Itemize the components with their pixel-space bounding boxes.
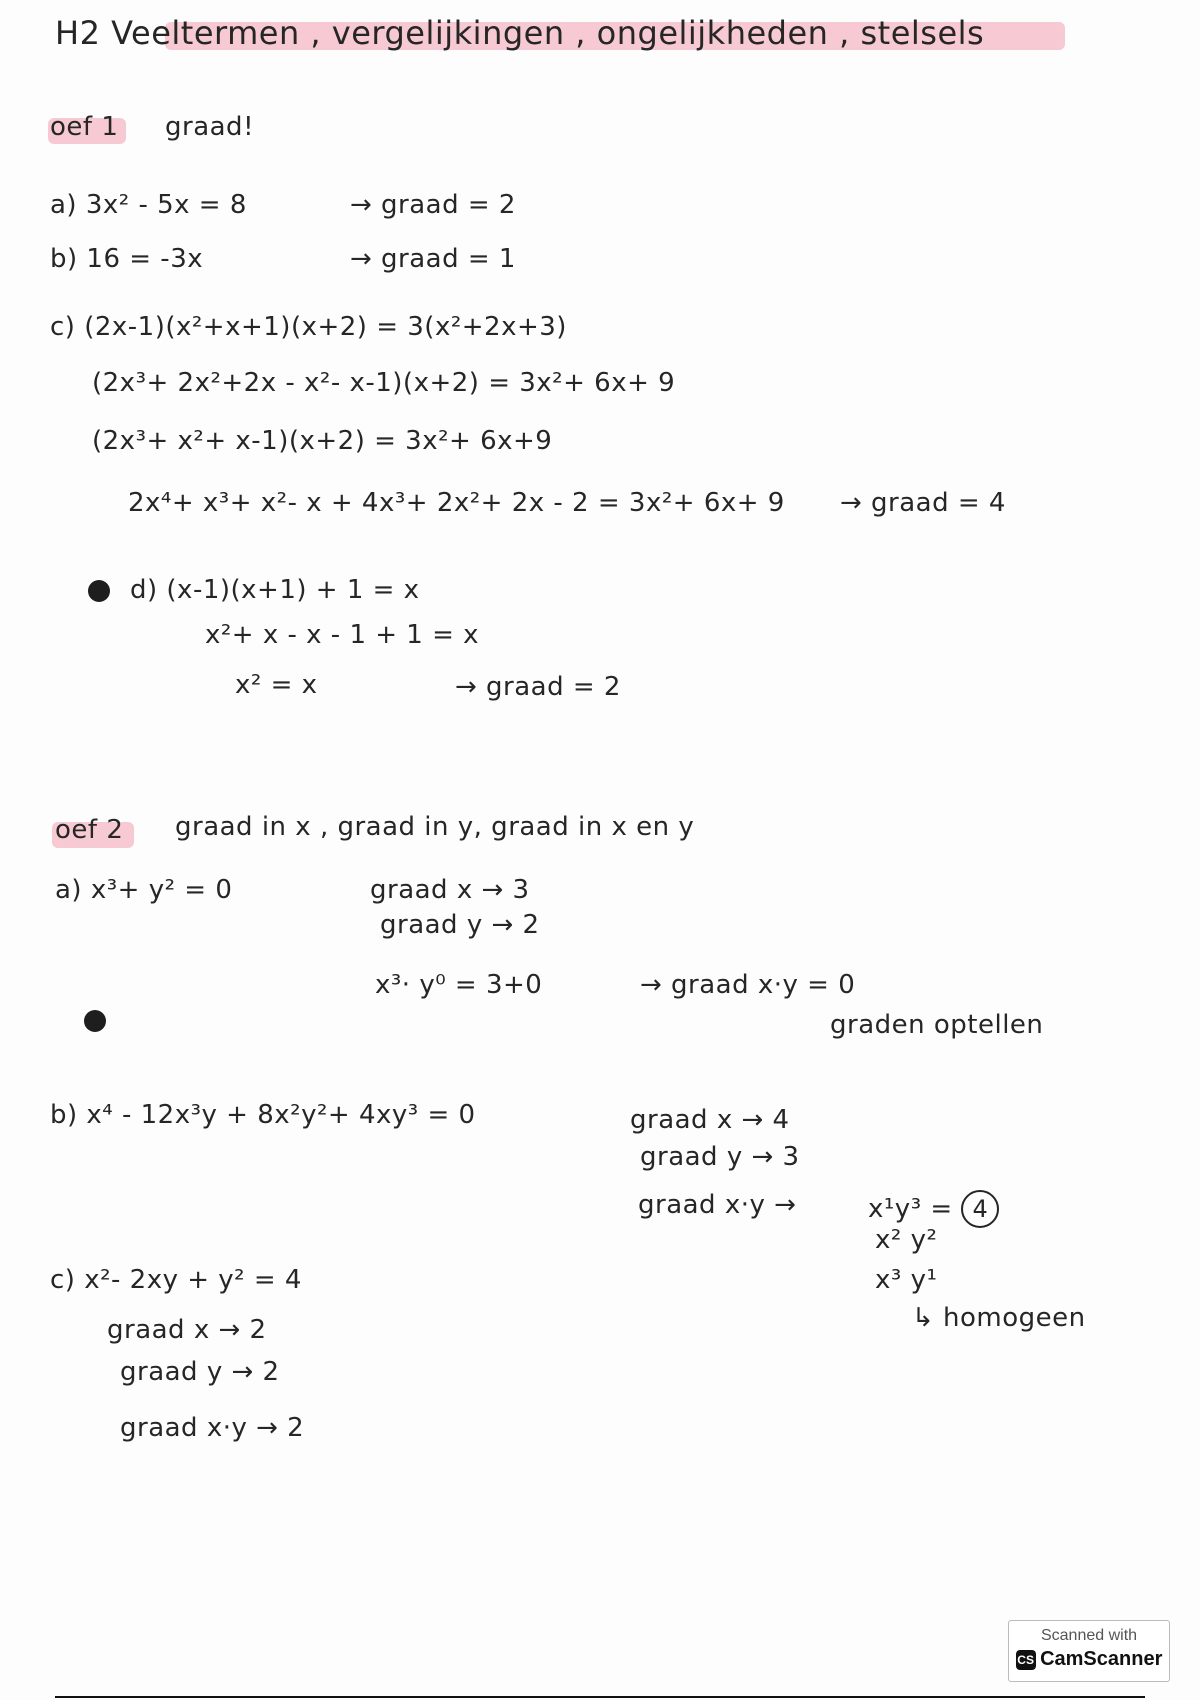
oef1-d-line3: x² = x [235, 670, 318, 700]
oef2-b-graad-xy: graad x·y → [638, 1190, 797, 1220]
oef1-a-equation: a) 3x² - 5x = 8 [50, 190, 247, 220]
oef2-b-circled-degree: 4 [961, 1190, 999, 1228]
margin-dot [88, 580, 110, 602]
oef2-a-graad-x: graad x → 3 [370, 875, 530, 905]
margin-dot [84, 1010, 106, 1032]
oef1-b-result: → graad = 1 [350, 244, 516, 274]
watermark-caption: Scanned with [1040, 1627, 1138, 1644]
oef1-d-result: → graad = 2 [455, 672, 621, 702]
oef1-d-line1: d) (x-1)(x+1) + 1 = x [130, 575, 420, 605]
oef2-a-note: graden optellen [830, 1010, 1044, 1040]
oef2-subtitle: graad in x , graad in y, graad in x en y [175, 812, 695, 842]
watermark-brand: CamScanner [1040, 1648, 1163, 1670]
oef2-a-calc: x³· y⁰ = 3+0 [375, 970, 543, 1000]
oef2-b-term1 [868, 1190, 999, 1228]
oef2-a-result: → graad x·y = 0 [640, 970, 856, 1000]
oef1-c-result: → graad = 4 [840, 488, 1006, 518]
oef2-c-graad-xy: graad x·y → 2 [120, 1413, 305, 1443]
oef2-a-graad-y: graad y → 2 [380, 910, 540, 940]
oef1-b-equation: b) 16 = -3x [50, 244, 204, 274]
oef1-c-line2: (2x³+ 2x²+2x - x²- x-1)(x+2) = 3x²+ 6x+ 9 [92, 368, 676, 398]
oef1-a-result: → graad = 2 [350, 190, 516, 220]
oef2-b-graad-y: graad y → 3 [640, 1142, 800, 1172]
oef2-a-equation: a) x³+ y² = 0 [55, 875, 233, 905]
oef2-b-note: ↳ homogeen [912, 1303, 1086, 1333]
oef2-b-term1-text: x¹y³ = [868, 1194, 953, 1224]
oef2-c-equation: c) x²- 2xy + y² = 4 [50, 1265, 302, 1295]
oef1-c-line3: (2x³+ x²+ x-1)(x+2) = 3x²+ 6x+9 [92, 426, 553, 456]
oef2-b-equation: b) x⁴ - 12x³y + 8x²y²+ 4xy³ = 0 [50, 1100, 476, 1130]
camscanner-watermark [1008, 1620, 1170, 1682]
oef2-b-term2: x² y² [875, 1225, 938, 1255]
oef2-label: oef 2 [55, 815, 124, 845]
oef2-b-graad-x: graad x → 4 [630, 1105, 790, 1135]
oef1-label: oef 1 [50, 112, 119, 142]
camscanner-icon: CS [1016, 1650, 1036, 1670]
oef1-subtitle: graad! [165, 112, 254, 142]
oef1-d-line2: x²+ x - x - 1 + 1 = x [205, 620, 480, 650]
oef1-c-line4: 2x⁴+ x³+ x²- x + 4x³+ 2x²+ 2x - 2 = 3x²+ 6x+ 9 [128, 488, 785, 518]
oef2-c-graad-x: graad x → 2 [107, 1315, 267, 1345]
oef2-b-term3: x³ y¹ [875, 1265, 938, 1295]
oef2-c-graad-y: graad y → 2 [120, 1357, 280, 1387]
bottom-rule [55, 1696, 1145, 1698]
watermark-logo [1009, 1648, 1169, 1671]
oef1-c-line1: c) (2x-1)(x²+x+1)(x+2) = 3(x²+2x+3) [50, 312, 567, 342]
page-title: H2 Veeltermen , vergelijkingen , ongelijkheden , stelsels [55, 14, 985, 52]
